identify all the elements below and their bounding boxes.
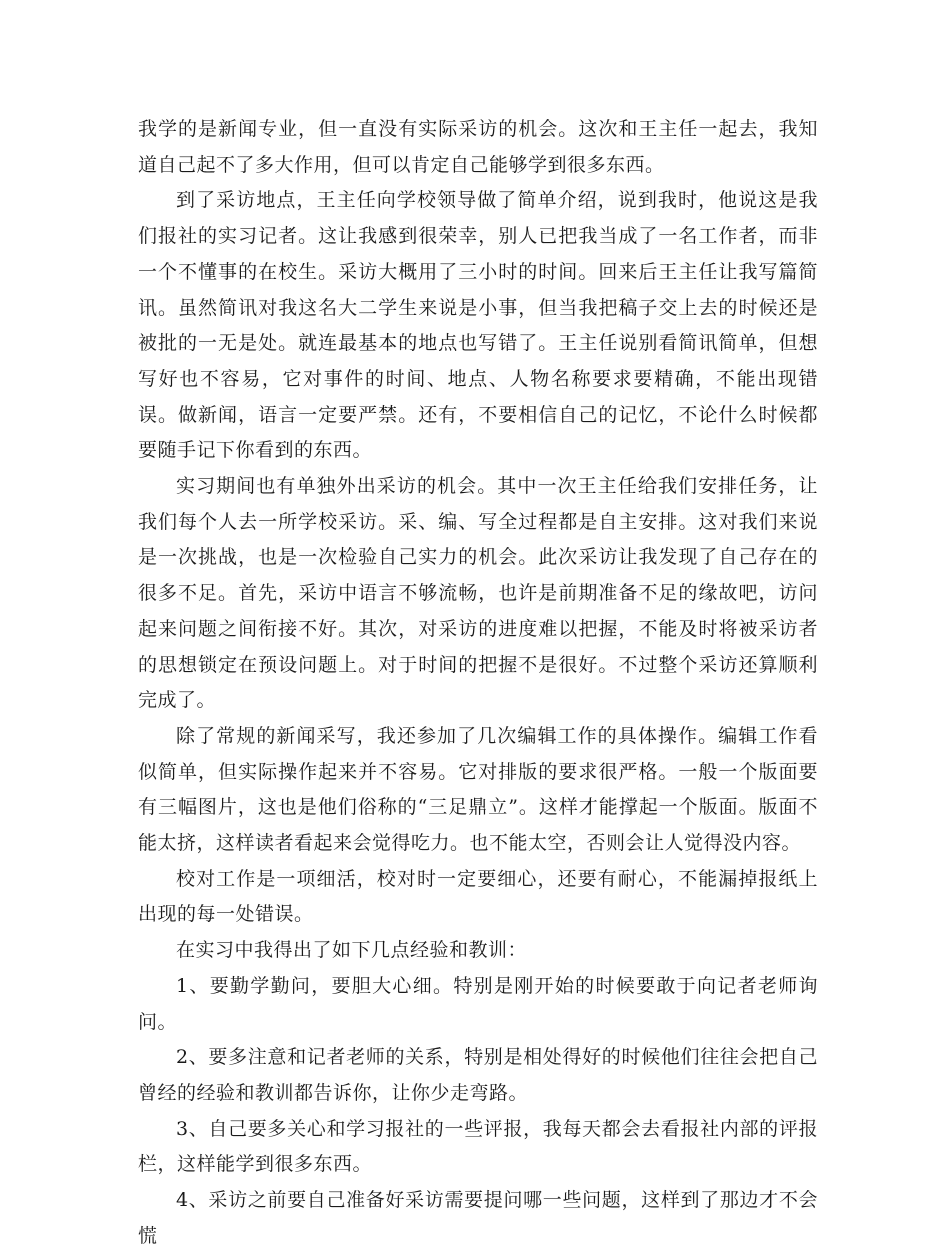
paragraph-4: 除了常规的新闻采写，我还参加了几次编辑工作的具体操作。编辑工作看似简单，但实际操作起来并不容易。它对排版的要求很严格。一般一个版面要有三幅图片，这也是他们俗称的“三足鼎立”。这样才能撑起一个版面。版面不能太挤，这样读者看起来会觉得吃力。也不能太空，否则会让人觉得没内容。: [138, 724, 818, 855]
list-item-2: 2、要多注意和记者老师的关系，特别是相处得好的时候他们往往会把自己曾经的经验和教训都告诉你，让你少走弯路。: [138, 1046, 818, 1104]
paragraph-5: 校对工作是一项细活，校对时一定要细心，还要有耐心，不能漏掉报纸上出现的每一处错误。: [138, 867, 818, 926]
paragraph-2: 到了采访地点，王主任向学校领导做了简单介绍，说到我时，他说这是我们报社的实习记者。这让我感到很荣幸，别人已把我当成了一名工作者，而非一个不懂事的在校生。采访大概用了三小时的时间。回来后王主任让我写篇简讯。虽然简讯对我这名大二学生来说是小事，但当我把稿子交上去的时候还是被批的一无是处。就连最基本的地点也写错了。王主任说别看简讯简单，但想写好也不容易，它对事件的时间、地点、人物名称要求要精确，不能出现错误。做新闻，语言一定要严禁。还有，不要相信自己的记忆，不论什么时候都要随手记下你看到的东西。: [138, 189, 818, 462]
list-item-3: 3、自己要多关心和学习报社的一些评报，我每天都会去看报社内部的评报栏，这样能学到很多东西。: [138, 1117, 818, 1176]
list-item-4: 4、采访之前要自己准备好采访需要提问哪一些问题，这样到了那边才不会慌: [138, 1189, 818, 1247]
paragraph-1: 我学的是新闻专业，但一直没有实际采访的机会。这次和王主任一起去，我知道自己起不了多大作用，但可以肯定自己能够学到很多东西。: [138, 118, 818, 176]
document-body: [138, 112, 818, 1255]
paragraph-6: 在实习中我得出了如下几点经验和教训：: [176, 939, 528, 962]
paragraph-3: 实习期间也有单独外出采访的机会。其中一次王主任给我们安排任务，让我们每个人去一所学校采访。采、编、写全过程都是自主安排。这对我们来说是一次挑战，也是一次检验自己实力的机会。此次采访让我发现了自己存在的很多不足。首先，采访中语言不够流畅，也许是前期准备不足的缘故吧，访问起来问题之间衔接不好。其次，对采访的进度难以把握，不能及时将被采访者的思想锁定在预设问题上。对于时间的把握不是很好。不过整个采访还算顺利完成了。: [138, 475, 818, 712]
list-item-1: 1、要勤学勤问，要胆大心细。特别是刚开始的时候要敢于向记者老师询问。: [138, 974, 818, 1033]
